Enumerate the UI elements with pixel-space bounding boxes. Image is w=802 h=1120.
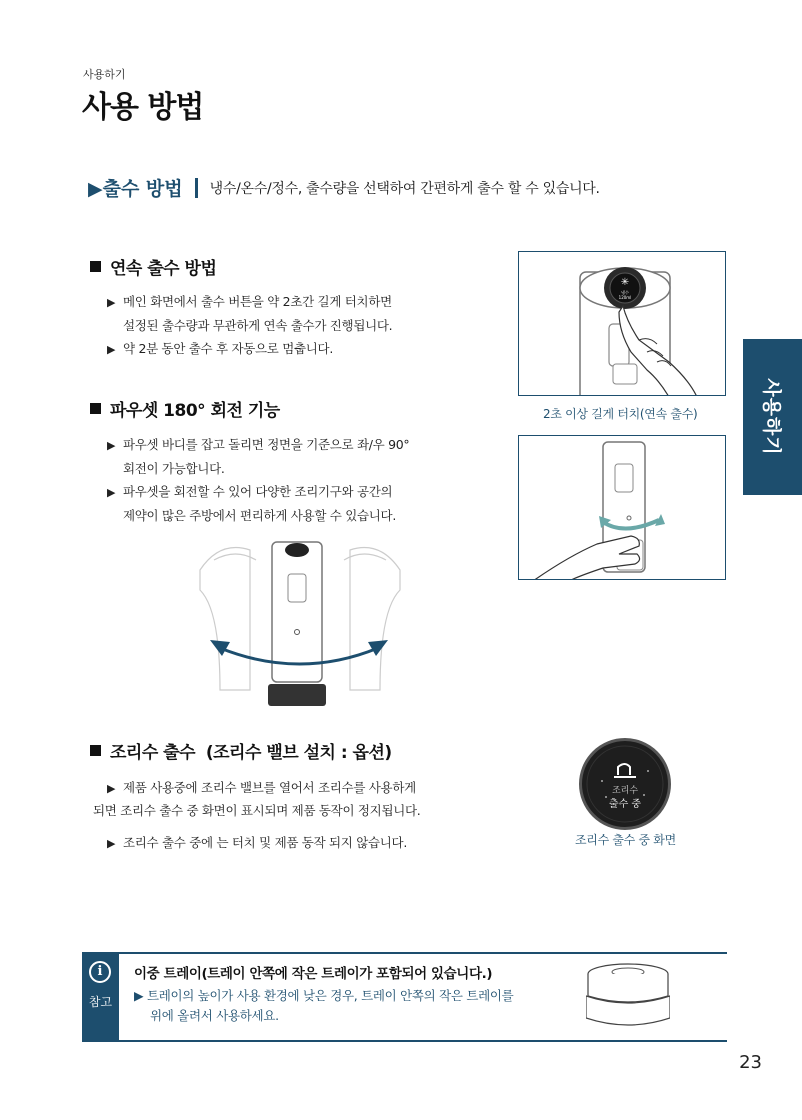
note-label: 참고 <box>88 995 113 1009</box>
section-heading <box>88 174 600 201</box>
cooking-screen <box>579 738 671 830</box>
svg-text:냉수: 냉수 <box>621 290 629 295</box>
note-line-1: ▶ 트레이의 높이가 사용 환경에 낮은 경우, 트레이 안쪽의 작은 트레이를 <box>134 988 514 1003</box>
info-icon: i <box>89 961 111 983</box>
square-bullet-icon <box>90 745 101 756</box>
note-text <box>134 986 513 1026</box>
list-item-cont <box>107 504 409 527</box>
bullet-text: 설정된 출수량과 무관하게 연속 출수가 진행됩니다. <box>123 318 393 333</box>
breadcrumb: 사용하기 <box>83 68 126 81</box>
rotation-diagram <box>180 530 420 720</box>
faucet-touch-illustration <box>519 252 726 396</box>
note-line-2: 위에 올려서 사용하세요. <box>150 1008 279 1023</box>
rotation-heading-text: 파우셋 180° 회전 기능 <box>110 401 280 421</box>
continuous-heading <box>90 254 216 279</box>
touch-caption: 2초 이상 길게 터치(연속 출수) <box>543 407 698 421</box>
screen-label-1: 조리수 <box>611 786 639 796</box>
cooking-bullet-1-cont: 되면 조리수 출수 중 화면이 표시되며 제품 동작이 정지됩니다. <box>93 803 421 818</box>
side-tab[interactable] <box>743 339 802 495</box>
triangle-bullet-icon: ▶ <box>107 439 116 452</box>
bullet-text: 파우셋을 회전할 수 있어 다양한 조리기구와 공간의 <box>123 484 393 499</box>
bullet-text: 파우셋 바디를 잡고 돌리면 정면을 기준으로 좌/우 90° <box>123 437 410 452</box>
list-item-cont <box>107 314 392 337</box>
square-bullet-icon <box>90 261 101 272</box>
side-tab-label: 사용하기 <box>760 378 782 456</box>
bullet-text: 조리수 출수 중에 는 터치 및 제품 동작 되지 않습니다. <box>123 835 408 850</box>
list-item <box>107 776 416 800</box>
section-lead: ▶출수 방법 <box>88 178 183 200</box>
list-item <box>107 480 409 504</box>
section-description: 냉수/온수/정수, 출수량을 선택하여 간편하게 출수 할 수 있습니다. <box>209 180 600 197</box>
list-item <box>107 433 409 457</box>
list-item-cont <box>107 457 409 480</box>
cooking-heading <box>90 738 392 763</box>
bullet-text: 약 2분 동안 출수 후 자동으로 멈춥니다. <box>123 341 333 356</box>
triangle-bullet-icon: ▶ <box>107 782 116 795</box>
screen-label-2: 출수 중 <box>608 799 642 810</box>
triangle-bullet-icon: ▶ <box>107 296 116 309</box>
bullet-text: 제약이 많은 주방에서 편리하게 사용할 수 있습니다. <box>123 508 396 523</box>
triangle-bullet-icon: ▶ <box>107 343 116 356</box>
bullet-text: 메인 화면에서 출수 버튼을 약 2초간 길게 터치하면 <box>123 294 392 309</box>
triangle-bullet-icon: ▶ <box>107 837 116 850</box>
note-sidebar <box>82 953 119 1041</box>
page-number: 23 <box>739 1052 762 1073</box>
continuous-bullets <box>107 290 392 361</box>
touch-figure <box>518 251 726 396</box>
cooking-heading-text: 조리수 출수 (조리수 밸브 설치 : 옵션) <box>110 743 392 763</box>
list-item <box>107 831 407 855</box>
grip-figure <box>518 435 726 580</box>
note-bottom-rule <box>82 1040 727 1042</box>
page-title: 사용 방법 <box>82 90 204 125</box>
bullet-text: 제품 사용중에 조리수 밸브를 열어서 조리수를 사용하게 <box>123 780 416 795</box>
divider <box>195 178 198 198</box>
cooking-bullet-2 <box>107 831 407 855</box>
triangle-bullet-icon: ▶ <box>107 486 116 499</box>
rotation-bullets <box>107 433 409 527</box>
note-top-rule <box>82 952 727 954</box>
cooking-bullet-1 <box>107 776 416 800</box>
note-title: 이중 트레이(트레이 안쪽에 작은 트레이가 포함되어 있습니다.) <box>134 966 493 982</box>
list-item <box>107 337 392 361</box>
svg-text:✳: ✳ <box>620 277 630 288</box>
list-item <box>107 290 392 314</box>
svg-text:120ml: 120ml <box>618 295 632 300</box>
continuous-heading-text: 연속 출수 방법 <box>110 259 217 279</box>
rotation-heading <box>90 396 280 421</box>
cooking-caption: 조리수 출수 중 화면 <box>575 833 676 847</box>
tray-illustration <box>586 960 670 1032</box>
bullet-text: 회전이 가능합니다. <box>123 461 225 476</box>
square-bullet-icon <box>90 403 101 414</box>
faucet-grip-illustration <box>519 436 726 580</box>
